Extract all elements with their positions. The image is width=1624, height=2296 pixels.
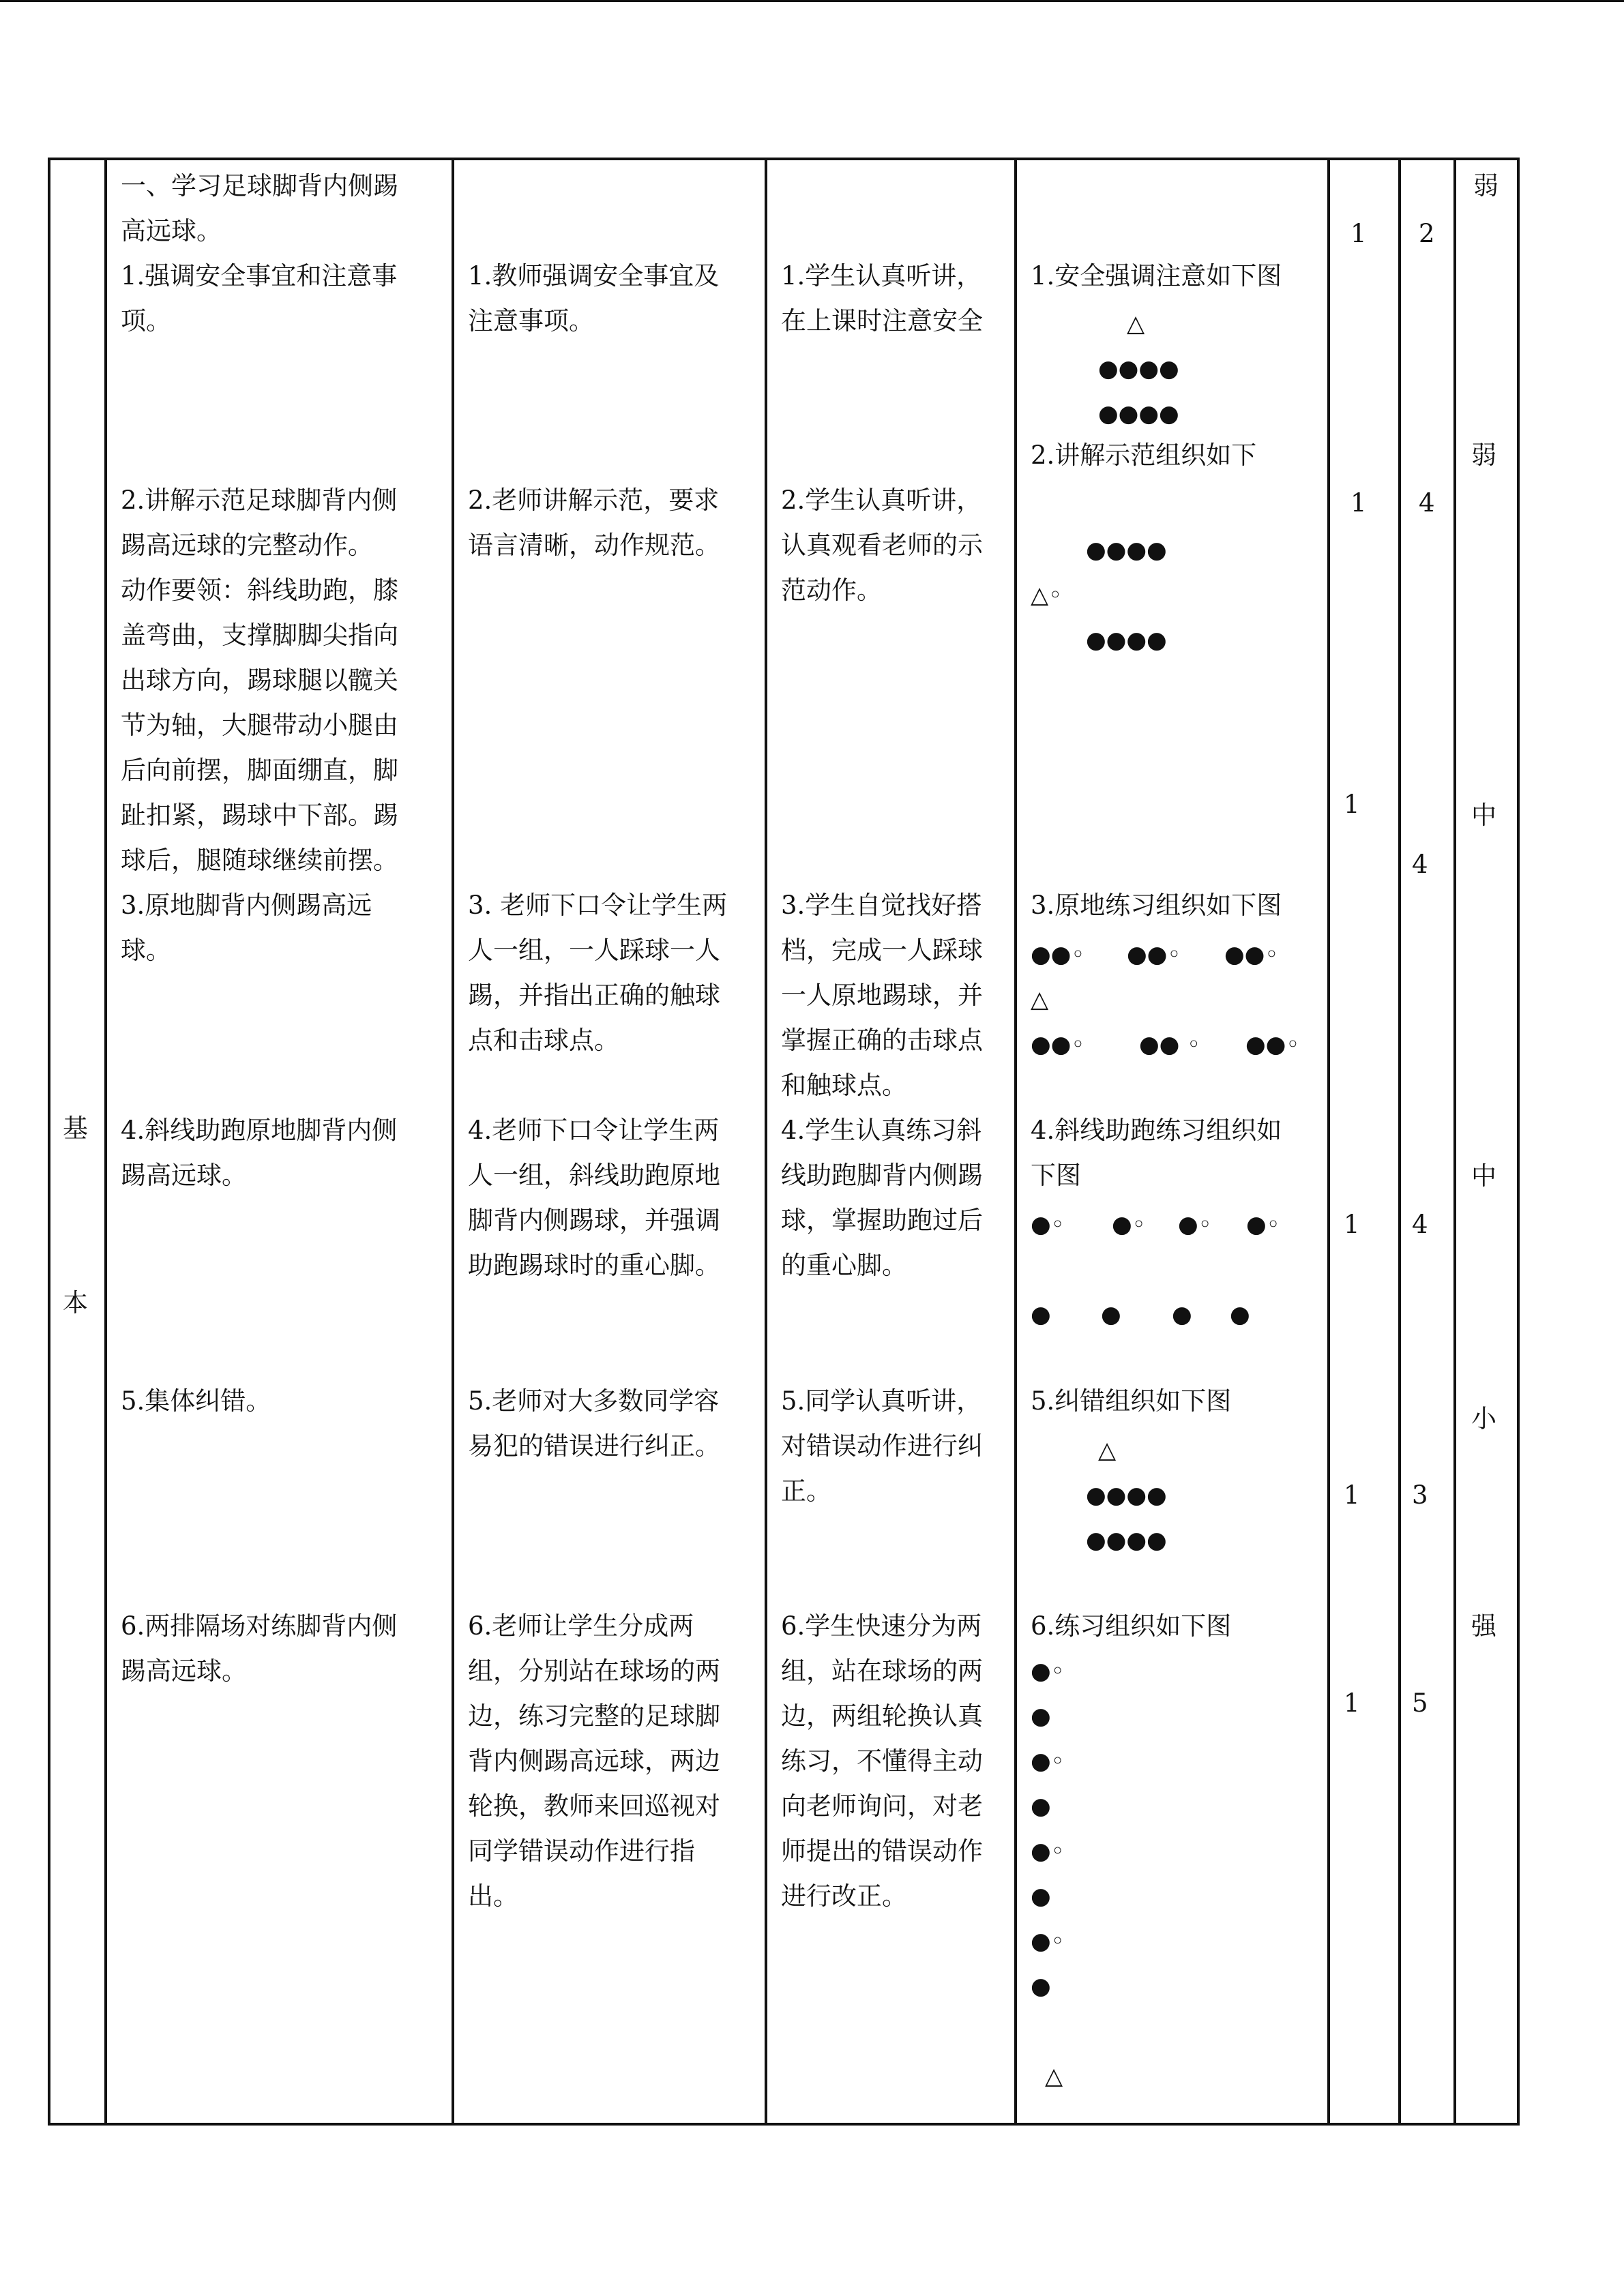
teacher-line: 轮换，教师来回巡视对 xyxy=(468,1791,720,1821)
student-line: 进行改正。 xyxy=(781,1881,907,1911)
content-line: 节为轴，大腿带动小腿由 xyxy=(121,711,398,740)
column-divider xyxy=(1398,158,1401,2126)
organization-caption: 6.练习组织如下图 xyxy=(1031,1611,1232,1641)
content-line: 球后，腿随球继续前摆。 xyxy=(121,846,398,875)
organization-caption: 1.安全强调注意如下图 xyxy=(1031,261,1282,290)
column-divider xyxy=(1327,158,1330,2126)
teacher-line: 2.老师讲解示范，要求 xyxy=(468,486,720,515)
time-value: 1 xyxy=(1344,1210,1360,1239)
content-line: 球。 xyxy=(121,936,171,965)
player-pair-marker: ●●◦ xyxy=(1127,941,1181,968)
column-divider xyxy=(1014,158,1017,2126)
player-marker: ● xyxy=(1101,1301,1121,1328)
player-ball-marker: ●◦ xyxy=(1246,1211,1280,1238)
player-marker: ● xyxy=(1172,1301,1192,1328)
content-line: 6.两排隔场对练脚背内侧 xyxy=(121,1611,398,1641)
student-line: 正。 xyxy=(781,1476,831,1506)
student-line: 一人原地踢球，并 xyxy=(781,981,983,1010)
content-line: 4.斜线助跑原地脚背内侧 xyxy=(121,1116,398,1145)
organization-caption: 3.原地练习组织如下图 xyxy=(1031,891,1282,920)
teacher-line: 4.老师下口令让学生两 xyxy=(468,1116,720,1145)
teacher-triangle-marker: △ xyxy=(1045,2063,1063,2090)
content-line: 踢高远球的完整动作。 xyxy=(121,531,373,560)
organization-caption: 4.斜线助跑练习组织如 xyxy=(1031,1116,1282,1145)
student-row-marker: ●●●● xyxy=(1098,355,1179,383)
content-line: 踢高远球。 xyxy=(121,1161,247,1190)
student-line: 认真观看老师的示 xyxy=(781,531,983,560)
content-line: 1.强调安全事宜和注意事 xyxy=(121,261,398,290)
player-ball-marker: ●◦ xyxy=(1031,1928,1065,1955)
time-value: 1 xyxy=(1344,1688,1360,1718)
player-marker: ● xyxy=(1031,1883,1051,1910)
teacher-line: 边，练习完整的足球脚 xyxy=(468,1701,720,1731)
time-value: 1 xyxy=(1350,488,1367,518)
content-line: 盖弯曲，支撑脚脚尖指向 xyxy=(121,621,398,650)
organization-caption: 5.纠错组织如下图 xyxy=(1031,1386,1232,1416)
student-line: 向老师询问，对老 xyxy=(781,1791,983,1821)
section-label-char: 本 xyxy=(63,1288,88,1317)
student-line: 在上课时注意安全 xyxy=(781,306,983,336)
section-label-char: 基 xyxy=(63,1114,88,1143)
count-value: 4 xyxy=(1419,488,1435,518)
intensity-value: 小 xyxy=(1471,1404,1496,1433)
column-divider xyxy=(452,158,454,2126)
column-divider xyxy=(104,158,107,2126)
count-value: 5 xyxy=(1412,1688,1428,1718)
content-line: 高远球。 xyxy=(121,216,222,245)
intensity-value: 弱 xyxy=(1471,441,1496,470)
student-line: 掌握正确的击球点 xyxy=(781,1026,983,1055)
column-divider xyxy=(765,158,767,2126)
student-line: 5.同学认真听讲， xyxy=(781,1386,982,1416)
student-row-marker: ●●●● xyxy=(1086,1482,1167,1509)
teacher-line: 人一组，斜线助跑原地 xyxy=(468,1161,720,1190)
student-line: 范动作。 xyxy=(781,576,882,605)
table-bottom-border xyxy=(48,2123,1520,2126)
student-line: 边，两组轮换认真 xyxy=(781,1701,983,1731)
player-pair-marker: ●●◦ xyxy=(1224,941,1279,968)
count-value: 4 xyxy=(1412,1210,1428,1239)
teacher-line: 组，分别站在球场的两 xyxy=(468,1656,720,1686)
student-row-marker: ●●●● xyxy=(1086,1527,1167,1554)
teacher-triangle-marker: △ xyxy=(1098,1437,1117,1464)
teacher-triangle-marker: △ xyxy=(1031,986,1049,1013)
content-line: 踢高远球。 xyxy=(121,1656,247,1686)
content-line: 出球方向，踢球腿以髋关 xyxy=(121,666,398,695)
student-line: 练习，不懂得主动 xyxy=(781,1746,983,1776)
student-line: 的重心脚。 xyxy=(781,1251,907,1280)
content-line: 项。 xyxy=(121,306,171,336)
content-line: 动作要领：斜线助跑，膝 xyxy=(121,576,398,605)
player-marker: ● xyxy=(1230,1301,1250,1328)
player-pair-marker: ●●◦ xyxy=(1031,941,1085,968)
table-top-border xyxy=(48,158,1520,160)
player-ball-marker: ●◦ xyxy=(1178,1211,1212,1238)
player-marker: ● xyxy=(1031,1793,1051,1820)
content-line: 3.原地脚背内侧踢高远 xyxy=(121,891,372,920)
teacher-line: 脚背内侧踢球，并强调 xyxy=(468,1206,720,1235)
teacher-line: 背内侧踢高远球，两边 xyxy=(468,1746,720,1776)
teacher-line: 3. 老师下口令让学生两 xyxy=(468,891,728,920)
time-value: 1 xyxy=(1344,1480,1360,1510)
time-value: 1 xyxy=(1344,790,1360,819)
teacher-line: 易犯的错误进行纠正。 xyxy=(468,1431,720,1461)
player-pair-marker: ●●◦ xyxy=(1031,1031,1085,1058)
intensity-value: 强 xyxy=(1471,1611,1496,1641)
player-ball-marker: ●◦ xyxy=(1112,1211,1146,1238)
count-value: 4 xyxy=(1412,850,1428,879)
teacher-line: 注意事项。 xyxy=(468,306,594,336)
student-line: 组，站在球场的两 xyxy=(781,1656,983,1686)
teacher-triangle-marker: △◦ xyxy=(1031,582,1063,609)
count-value: 2 xyxy=(1419,219,1435,248)
time-value: 1 xyxy=(1350,219,1367,248)
student-line: 4.学生认真练习斜 xyxy=(781,1116,982,1145)
student-line: 和触球点。 xyxy=(781,1071,907,1100)
student-line: 1.学生认真听讲， xyxy=(781,261,982,290)
column-divider xyxy=(1453,158,1456,2126)
student-row-marker: ●●●● xyxy=(1098,400,1179,428)
player-ball-marker: ●◦ xyxy=(1031,1838,1065,1865)
content-line: 趾扣紧，踢球中下部。踢 xyxy=(121,801,398,830)
student-line: 3.学生自觉找好搭 xyxy=(781,891,982,920)
organization-caption: 2.讲解示范组织如下 xyxy=(1031,441,1257,470)
player-pair-marker: ●●◦ xyxy=(1245,1031,1300,1058)
teacher-line: 6.老师让学生分成两 xyxy=(468,1611,694,1641)
intensity-value: 中 xyxy=(1471,801,1496,830)
column-divider xyxy=(48,158,50,2126)
content-line: 后向前摆，脚面绷直，脚 xyxy=(121,756,398,785)
teacher-line: 1.教师强调安全事宜及 xyxy=(468,261,720,290)
content-line: 2.讲解示范足球脚背内侧 xyxy=(121,486,398,515)
teacher-line: 5.老师对大多数同学容 xyxy=(468,1386,720,1416)
player-marker: ● xyxy=(1031,1703,1051,1730)
teacher-line: 出。 xyxy=(468,1881,518,1911)
player-ball-marker: ●◦ xyxy=(1031,1748,1065,1775)
player-marker: ● xyxy=(1031,1301,1051,1328)
teacher-line: 踢，并指出正确的触球 xyxy=(468,981,720,1010)
student-line: 球，掌握助跑过后 xyxy=(781,1206,983,1235)
student-line: 2.学生认真听讲， xyxy=(781,486,982,515)
page-top-border xyxy=(0,0,1624,2)
student-line: 师提出的错误动作 xyxy=(781,1836,983,1866)
student-line: 对错误动作进行纠 xyxy=(781,1431,983,1461)
student-row-marker: ●●●● xyxy=(1086,627,1167,654)
teacher-line: 同学错误动作进行指 xyxy=(468,1836,695,1866)
student-line: 线助跑脚背内侧踢 xyxy=(781,1161,983,1190)
player-pair-marker: ●● ◦ xyxy=(1139,1031,1201,1058)
player-ball-marker: ●◦ xyxy=(1031,1211,1065,1238)
teacher-line: 助跑踢球时的重心脚。 xyxy=(468,1251,720,1280)
count-value: 3 xyxy=(1412,1480,1428,1510)
content-line: 5.集体纠错。 xyxy=(121,1386,271,1416)
player-marker: ● xyxy=(1031,1973,1051,2000)
student-row-marker: ●●●● xyxy=(1086,537,1167,564)
teacher-line: 语言清晰，动作规范。 xyxy=(468,531,720,560)
column-divider xyxy=(1517,158,1520,2126)
intensity-value: 中 xyxy=(1471,1161,1496,1191)
player-ball-marker: ●◦ xyxy=(1031,1658,1065,1685)
teacher-line: 点和击球点。 xyxy=(468,1026,619,1055)
content-line: 一、学习足球脚背内侧踢 xyxy=(121,171,398,200)
teacher-triangle-marker: △ xyxy=(1127,310,1145,338)
organization-caption: 下图 xyxy=(1031,1161,1081,1190)
teacher-line: 人一组，一人踩球一人 xyxy=(468,936,720,965)
student-line: 档，完成一人踩球 xyxy=(781,936,983,965)
intensity-value: 弱 xyxy=(1473,171,1498,200)
student-line: 6.学生快速分为两 xyxy=(781,1611,982,1641)
